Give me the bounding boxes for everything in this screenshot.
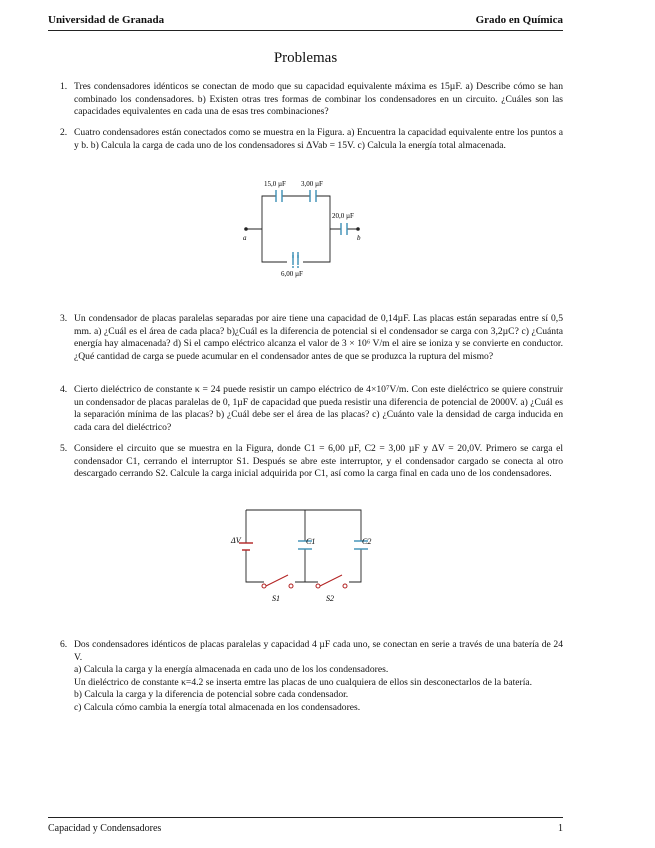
problem-text: Tres condensadores idénticos se conectan de modo que su capacidad equivalente máxima es 15µF. a) Describe cómo se han combinado los condensadores. b) Existen otras tres formas de combinar los condensadores en un circuito. ¿Cuáles son las capacidades equivalentes en cada una de esas tres combinaciones? bbox=[74, 81, 563, 118]
label-a: a bbox=[243, 234, 247, 242]
problem-number: 2. bbox=[60, 127, 68, 138]
problem-number: 6. bbox=[60, 639, 68, 650]
header-university: Universidad de Granada bbox=[48, 14, 165, 26]
problem-number: 5. bbox=[60, 443, 68, 454]
footer-rule bbox=[48, 817, 563, 818]
problem-number: 1. bbox=[60, 81, 68, 92]
label-s2: S2 bbox=[326, 594, 334, 603]
problem-text: Cierto dieléctrico de constante κ = 24 puede resistir un campo eléctrico de 4×10⁷V/m. Con este dieléctrico se quiere construir un condensador de placas paralelas de 0, 1µF de capacidad que pueda resistir una diferencia de potencial de 2000V. a) ¿Cuál es la separación mínima de las placas? b) ¿Cuál debe ser el área de las placas? c) ¿Cuánto vale la densidad de carga inducida en cada cara del dieléctrico? bbox=[74, 384, 563, 433]
problem-line: Un dieléctrico de constante κ=4.2 se inserta emtre las placas de uno cualquiera de ellos sin desconectarlos de la batería. bbox=[74, 676, 533, 688]
label-s1: S1 bbox=[272, 594, 280, 603]
label-b: b bbox=[357, 234, 361, 242]
label-c4: 6,00 µF bbox=[281, 270, 303, 278]
problem-line: b) Calcula la carga y la diferencia de potencial sobre cada condensador. bbox=[74, 689, 349, 701]
label-c3: 20,0 µF bbox=[332, 212, 354, 220]
problem-text: Cuatro condensadores están conectados como se muestra en la Figura. a) Encuentra la capacidad equivalente entre los puntos a y b. b) Calcula la carga de cada uno de los condensadores si ΔVab = 15V. c) Calcula la energía total almacenada. bbox=[74, 127, 563, 151]
label-c1: C1 bbox=[306, 537, 316, 546]
page-footer bbox=[48, 823, 563, 834]
footer-title: Capacidad y Condensadores bbox=[48, 823, 162, 834]
page-number: 1 bbox=[558, 823, 563, 834]
problem-number: 3. bbox=[60, 313, 68, 324]
problem-line: c) Calcula cómo cambia la energía total almacenada en los condensadores. bbox=[74, 701, 361, 713]
label-c1: 15,0 µF bbox=[264, 180, 286, 188]
problem-line: a) Calcula la carga y la energía almacenada en cada uno de los los condensadores. bbox=[74, 664, 389, 676]
problem-text: Un condensador de placas paralelas separadas por aire tiene una capacidad de 0,14µF. Las placas están separadas entre sí 0,5 mm. a) ¿Cuál es el área de cada placa? b)¿Cuál es la diferencia de potencial si el condensador se carga con 3,2µC? c) ¿Cuánta energía hay almacenada? d) Si el campo eléctrico alcanza el valor de 3 × 10⁶ V/m el aire se ioniza y se convierte en conductor. ¿Qué cantidad de carga se puede acumular en el condensador antes de que se produzca la ruptura del mismo? bbox=[74, 313, 563, 362]
label-c2: 3,00 µF bbox=[301, 180, 323, 188]
page-title: Problemas bbox=[273, 50, 338, 66]
label-c2: C2 bbox=[362, 537, 372, 546]
header-degree: Grado en Química bbox=[475, 14, 563, 26]
problem-line: Dos condensadores idénticos de placas paralelas y capacidad 4 µF cada uno, se conectan en serie a través de una batería de 24 V. bbox=[74, 639, 563, 663]
problem-number: 4. bbox=[60, 384, 68, 395]
problem-text bbox=[74, 639, 563, 715]
problem-text: Considere el circuito que se muestra en la Figura, donde C1 = 6,00 µF, C2 = 3,00 µF y ΔV = 20,0V. Primero se carga el condensador C1, cerrando el interruptor S1. Después se abre este interruptor, y el condensador cargado se conecta al otro descargado cerrando S2. Calcule la carga inicial adquirida por C1, así como la carga final en cada uno de los condensadores. bbox=[74, 443, 563, 480]
label-battery: ΔV bbox=[231, 536, 241, 545]
problem-6 bbox=[60, 639, 563, 715]
